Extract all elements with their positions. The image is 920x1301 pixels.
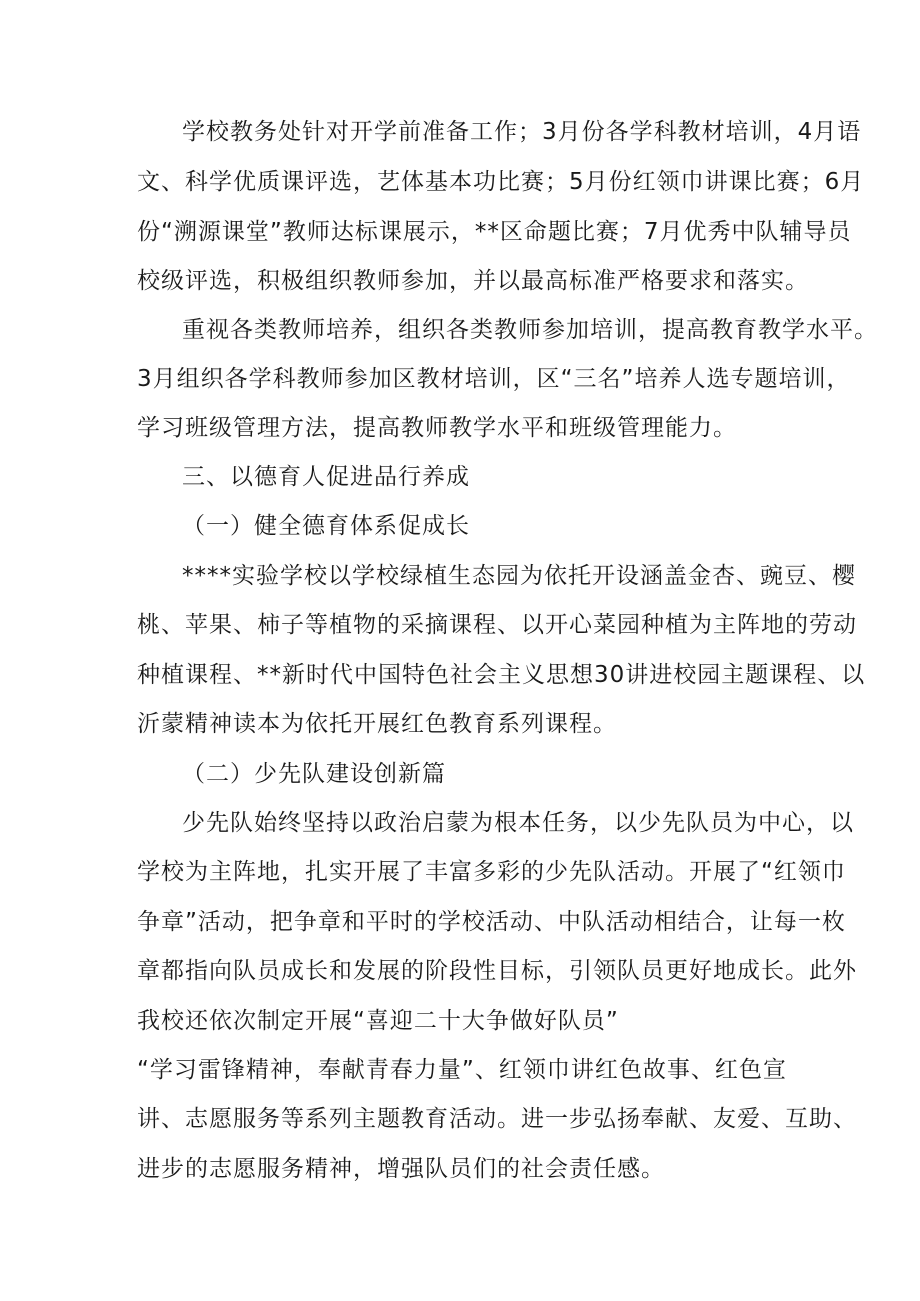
text-line: 学习班级管理方法，提高教师教学水平和班级管理能力。	[137, 415, 737, 441]
section-heading: 三、以德育人促进品行养成	[182, 464, 470, 490]
text-line: 沂蒙精神读本为依托开展红色教育系列课程。	[137, 711, 617, 737]
text-line: 我校还依次制定开展“喜迎二十大争做好队员”	[137, 1008, 619, 1034]
subheading-young-pioneers: （二）少先队建设创新篇	[182, 761, 446, 787]
text-line: 争章”活动，把争章和平时的学校活动、中队活动相结合，让每一枚	[137, 909, 846, 935]
text-line: 校级评选，积极组织教师参加，并以最高标准严格要求和落实。	[137, 268, 809, 294]
text-line: 桃、苹果、柿子等植物的采摘课程、以开心菜园种植为主阵地的劳动	[137, 612, 857, 638]
text-line: 进步的志愿服务精神，增强队员们的社会责任感。	[137, 1156, 665, 1182]
text-line: “学习雷锋精神，奉献青春力量”、红领巾讲红色故事、红色宣	[137, 1057, 787, 1083]
text-line: 3月组织各学科教师参加区教材培训，区“三名”培养人选专题培训，	[137, 366, 851, 392]
text-line: 重视各类教师培养，组织各类教师参加培训，提高教育教学水平。	[182, 317, 878, 343]
text-line: 讲、志愿服务等系列主题教育活动。进一步弘扬奉献、友爱、互助、	[137, 1106, 857, 1132]
text-line: 份“溯源课堂”教师达标课展示，**区命题比赛；7月优秀中队辅导员	[137, 219, 852, 245]
subheading-moral-education: （一）健全德育体系促成长	[182, 513, 470, 539]
text-line: 少先队始终坚持以政治启蒙为根本任务，以少先队员为中心，以	[182, 810, 854, 836]
text-line: 文、科学优质课评选，艺体基本功比赛；5月份红领巾讲课比赛；6月	[137, 169, 865, 195]
text-line: 学校为主阵地，扎实开展了丰富多彩的少先队活动。开展了“红领巾	[137, 859, 846, 885]
text-line: 学校教务处针对开学前准备工作；3月份各学科教材培训，4月语	[182, 119, 862, 145]
text-line: 章都指向队员成长和发展的阶段性目标，引领队员更好地成长。此外	[137, 958, 857, 984]
text-line: 种植课程、**新时代中国特色社会主义思想30讲进校园主题课程、以	[137, 662, 866, 688]
text-line: ****实验学校以学校绿植生态园为依托开设涵盖金杏、豌豆、樱	[182, 563, 856, 589]
